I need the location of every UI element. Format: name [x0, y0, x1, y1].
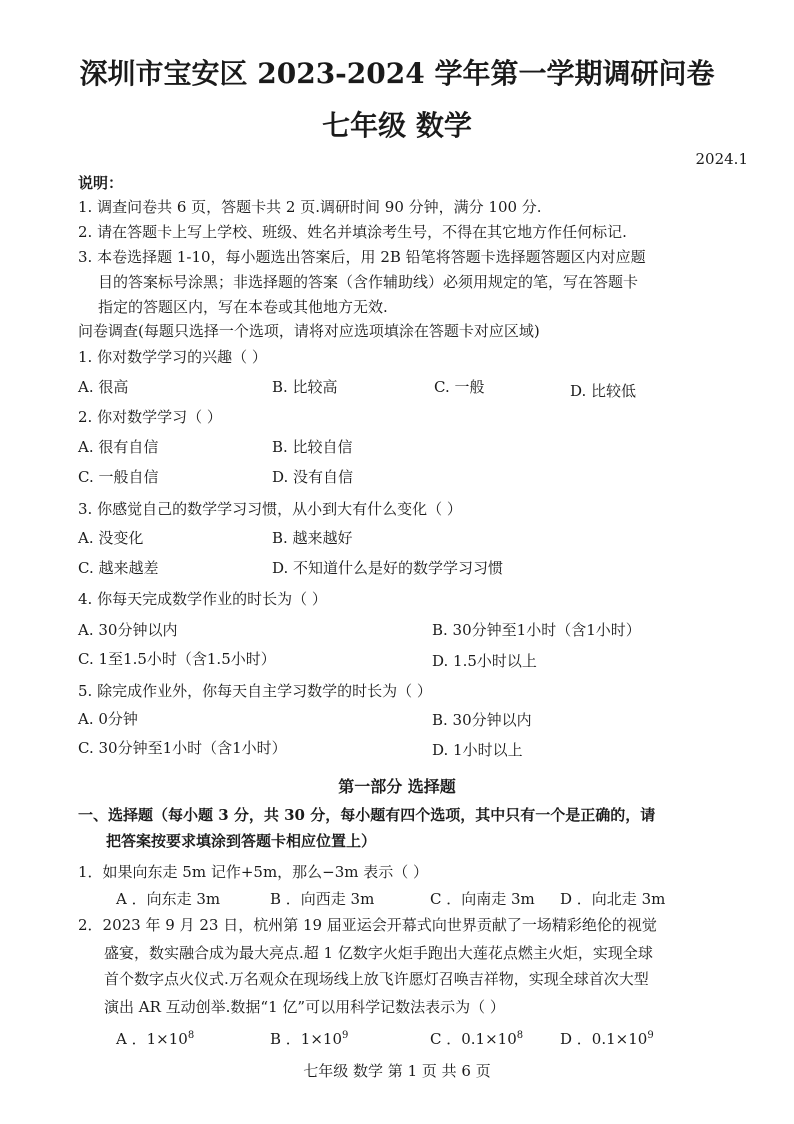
- survey-q1-option-c: C. 一般: [434, 378, 485, 396]
- option-base: 0.1×10: [591, 1030, 648, 1048]
- question-2-option-b: [270, 1028, 348, 1049]
- question-2-line4: 演出 AR 互动创举.数据“1 亿”可以用科学记数法表示为（ ）: [104, 998, 505, 1016]
- survey-q1-option-a: A. 很高: [78, 378, 129, 396]
- option-base: 1×10: [146, 1030, 188, 1048]
- survey-q4-option-c: C. 1至1.5小时（含1.5小时）: [78, 650, 276, 668]
- survey-q2-option-a: A. 很有自信: [78, 438, 159, 456]
- option-exponent: 8: [516, 1030, 524, 1041]
- option-exponent: 9: [342, 1030, 349, 1041]
- option-exponent: 8: [187, 1030, 195, 1041]
- question-1-option-c: C ．向南走 3m: [430, 890, 535, 908]
- survey-q4-option-d: D. 1.5小时以上: [432, 652, 537, 670]
- exam-subtitle: 七年级 数学: [322, 109, 472, 142]
- section-instruction-line1: 一、选择题（每小题 3 分，共 30 分，每小题有四个选项，其中只有一个是正确的，请: [78, 806, 656, 824]
- question-1-option-b: B ．向西走 3m: [270, 890, 375, 908]
- survey-q5-option-d: D. 1小时以上: [432, 741, 523, 759]
- survey-heading: 问卷调查(每题只选择一个选项，请将对应选项填涂在答题卡对应区域): [78, 322, 540, 340]
- survey-q5-option-b: B. 30分钟以内: [432, 711, 532, 729]
- page-footer: 七年级 数学 第 1 页 共 6 页: [303, 1062, 491, 1080]
- section-instruction-line2: 把答案按要求填涂到答题卡相应位置上）: [106, 832, 377, 850]
- question-1-option-d: D ．向北走 3m: [560, 890, 666, 908]
- question-2-option-c: [430, 1028, 523, 1049]
- question-2-option-d: [560, 1028, 654, 1049]
- question-2-line2: 盛宴，数实融合成为最大亮点.超 1 亿数字火炬手跑出大莲花点燃主火炬，实现全球: [104, 944, 653, 962]
- option-label: D ．: [560, 1030, 592, 1048]
- survey-q2: 2. 你对数学学习（ ）: [78, 408, 222, 426]
- question-1-option-a: A ．向东走 3m: [116, 890, 221, 908]
- exam-date: 2024.1: [695, 150, 748, 168]
- survey-q2-option-d: D. 没有自信: [272, 468, 354, 486]
- instruction-1: 1. 调查问卷共 6 页，答题卡共 2 页.调研时间 90 分钟，满分 100 分.: [78, 198, 542, 216]
- instruction-3-cont1: 目的答案标号涂黑；非选择题的答案（含作辅助线）必须用规定的笔，写在答题卡: [98, 273, 639, 291]
- option-base: 0.1×10: [461, 1030, 517, 1048]
- survey-q3-option-a: A. 没变化: [78, 529, 144, 547]
- exam-title: 深圳市宝安区 2023-2024 学年第一学期调研问卷: [79, 57, 715, 90]
- survey-q5: 5. 除完成作业外，你每天自主学习数学的时长为（ ）: [78, 682, 432, 700]
- survey-q4: 4. 你每天完成数学作业的时长为（ ）: [78, 590, 327, 608]
- survey-q1-option-d: D. 比较低: [570, 382, 637, 400]
- survey-q3-option-c: C. 越来越差: [78, 559, 159, 577]
- survey-q3-option-b: B. 越来越好: [272, 529, 353, 547]
- survey-q4-option-a: A. 30分钟以内: [78, 621, 178, 639]
- survey-q4-option-b: B. 30分钟至1小时（含1小时）: [432, 621, 641, 639]
- instruction-2: 2. 请在答题卡上写上学校、班级、姓名并填涂考生号，不得在其它地方作任何标记.: [78, 223, 627, 241]
- option-label: C ．: [430, 1030, 462, 1048]
- option-label: B ．: [270, 1030, 301, 1048]
- question-2-line1: 2．2023 年 9 月 23 日，杭州第 19 届亚运会开幕式向世界贡献了一场精彩绝伦的视觉: [78, 916, 657, 934]
- instruction-3-cont2: 指定的答题区内，写在本卷或其他地方无效.: [98, 298, 388, 316]
- survey-q1-option-b: B. 比较高: [272, 378, 338, 396]
- survey-q1: 1. 你对数学学习的兴趣（ ）: [78, 348, 267, 366]
- survey-q2-option-b: B. 比较自信: [272, 438, 353, 456]
- option-exponent: 9: [647, 1030, 654, 1041]
- survey-q5-option-c: C. 30分钟至1小时（含1小时）: [78, 739, 287, 757]
- survey-q2-option-c: C. 一般自信: [78, 468, 159, 486]
- question-2-line3: 首个数字点火仪式.万名观众在现场线上放飞许愿灯召唤吉祥物，实现全球首次大型: [104, 970, 649, 988]
- survey-q3-option-d: D. 不知道什么是好的数学学习习惯: [272, 559, 504, 577]
- question-2-option-a: [116, 1028, 194, 1049]
- question-1-stem: 1．如果向东走 5m 记作+5m，那么−3m 表示（ ）: [78, 863, 429, 881]
- instructions-label: 说明：: [78, 174, 124, 192]
- survey-q5-option-a: A. 0分钟: [78, 710, 138, 728]
- instruction-3: 3. 本卷选择题 1-10，每小题选出答案后，用 2B 铅笔将答题卡选择题答题区内对应题: [78, 248, 646, 266]
- part1-heading: 第一部分 选择题: [338, 777, 456, 796]
- option-label: A ．: [116, 1030, 147, 1048]
- survey-q3: 3. 你感觉自己的数学学习习惯，从小到大有什么变化（ ）: [78, 500, 462, 518]
- option-base: 1×10: [300, 1030, 342, 1048]
